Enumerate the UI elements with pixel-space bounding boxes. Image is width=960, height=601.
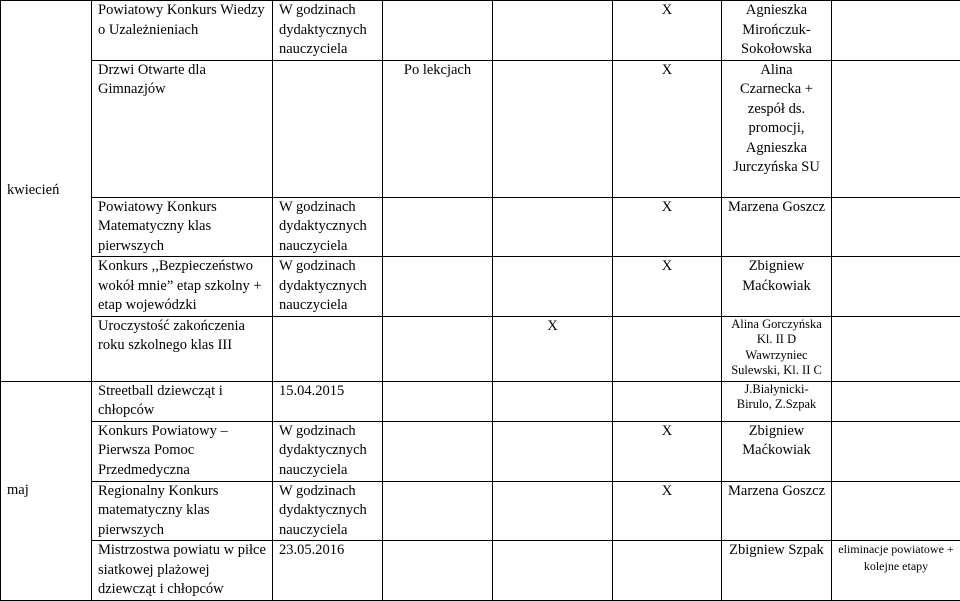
table-row (1, 421, 960, 481)
event-when (383, 197, 493, 257)
event-note (832, 197, 960, 257)
event-name: Regionalny Konkurs matematyczny klas pierwszych (92, 481, 273, 541)
mark-col-2 (613, 381, 722, 421)
mark-col-1 (493, 421, 613, 481)
table-row (1, 257, 960, 317)
table-row (1, 1, 960, 61)
table-row (1, 481, 960, 541)
event-name: Powiatowy Konkurs Matematyczny klas pierwszych (92, 197, 273, 257)
mark-col-2: X (613, 481, 722, 541)
table-row (1, 60, 960, 197)
event-when (383, 381, 493, 421)
event-note (832, 381, 960, 421)
event-time: W godzinach dydaktycznych nauczyciela (273, 481, 383, 541)
mark-col-1 (493, 257, 613, 317)
event-name: Streetball dziewcząt i chłopców (92, 381, 273, 421)
mark-col-1 (493, 481, 613, 541)
event-organizer: Zbigniew Maćkowiak (722, 257, 832, 317)
table-row (1, 381, 960, 421)
event-when (383, 257, 493, 317)
table-row (1, 197, 960, 257)
mark-col-1 (493, 197, 613, 257)
event-time: 23.05.2016 (273, 541, 383, 601)
mark-col-1 (493, 541, 613, 601)
mark-col-2 (613, 541, 722, 601)
event-when: Po lekcjach (383, 60, 493, 197)
event-time (273, 60, 383, 197)
event-organizer: Agnieszka Mirończuk-Sokołowska (722, 1, 832, 61)
event-when (383, 421, 493, 481)
month-may: maj (1, 381, 92, 600)
event-name: Konkurs Powiatowy – Pierwsza Pomoc Przedmedyczna (92, 421, 273, 481)
event-note (832, 316, 960, 381)
event-note (832, 421, 960, 481)
event-organizer: Zbigniew Szpak (722, 541, 832, 601)
event-time: W godzinach dydaktycznych nauczyciela (273, 257, 383, 317)
mark-col-1 (493, 381, 613, 421)
event-when (383, 541, 493, 601)
event-time (273, 316, 383, 381)
event-note (832, 257, 960, 317)
event-name: Drzwi Otwarte dla Gimnazjów (92, 60, 273, 197)
event-name: Mistrzostwa powiatu w piłce siatkowej plażowej dziewcząt i chłopców (92, 541, 273, 601)
mark-col-2: X (613, 257, 722, 317)
event-organizer: Alina Czarnecka + zespół ds. promocji, Agnieszka Jurczyńska SU (722, 60, 832, 197)
mark-col-1 (493, 60, 613, 197)
event-when (383, 1, 493, 61)
event-time: 15.04.2015 (273, 381, 383, 421)
table-row (1, 541, 960, 601)
event-note (832, 1, 960, 61)
table-row (1, 316, 960, 381)
event-note (832, 481, 960, 541)
mark-col-2: X (613, 1, 722, 61)
event-note (832, 60, 960, 197)
event-time: W godzinach dydaktycznych nauczyciela (273, 197, 383, 257)
event-time: W godzinach dydaktycznych nauczyciela (273, 1, 383, 61)
event-organizer: Marzena Goszcz (722, 197, 832, 257)
mark-col-2: X (613, 421, 722, 481)
event-note: eliminacje powiatowe + kolejne etapy (832, 541, 960, 601)
mark-col-2: X (613, 197, 722, 257)
event-organizer: J.Białynicki-Birulo, Z.Szpak (722, 381, 832, 421)
event-when (383, 481, 493, 541)
event-organizer: Alina Gorczyńska Kl. II D Wawrzyniec Sulewski, Kl. II C (722, 316, 832, 381)
mark-col-1: X (493, 316, 613, 381)
event-name: Konkurs ,,Bezpieczeństwo wokół mnie” etap szkolny + etap wojewódzki (92, 257, 273, 317)
mark-col-2 (613, 316, 722, 381)
event-organizer: Zbigniew Maćkowiak (722, 421, 832, 481)
mark-col-1 (493, 1, 613, 61)
event-name: Powiatowy Konkurs Wiedzy o Uzależnieniach (92, 1, 273, 61)
event-organizer: Marzena Goszcz (722, 481, 832, 541)
event-name: Uroczystość zakończenia roku szkolnego klas III (92, 316, 273, 381)
month-april: kwiecień (1, 1, 92, 382)
mark-col-2: X (613, 60, 722, 197)
event-time: W godzinach dydaktycznych nauczyciela (273, 421, 383, 481)
event-when (383, 316, 493, 381)
